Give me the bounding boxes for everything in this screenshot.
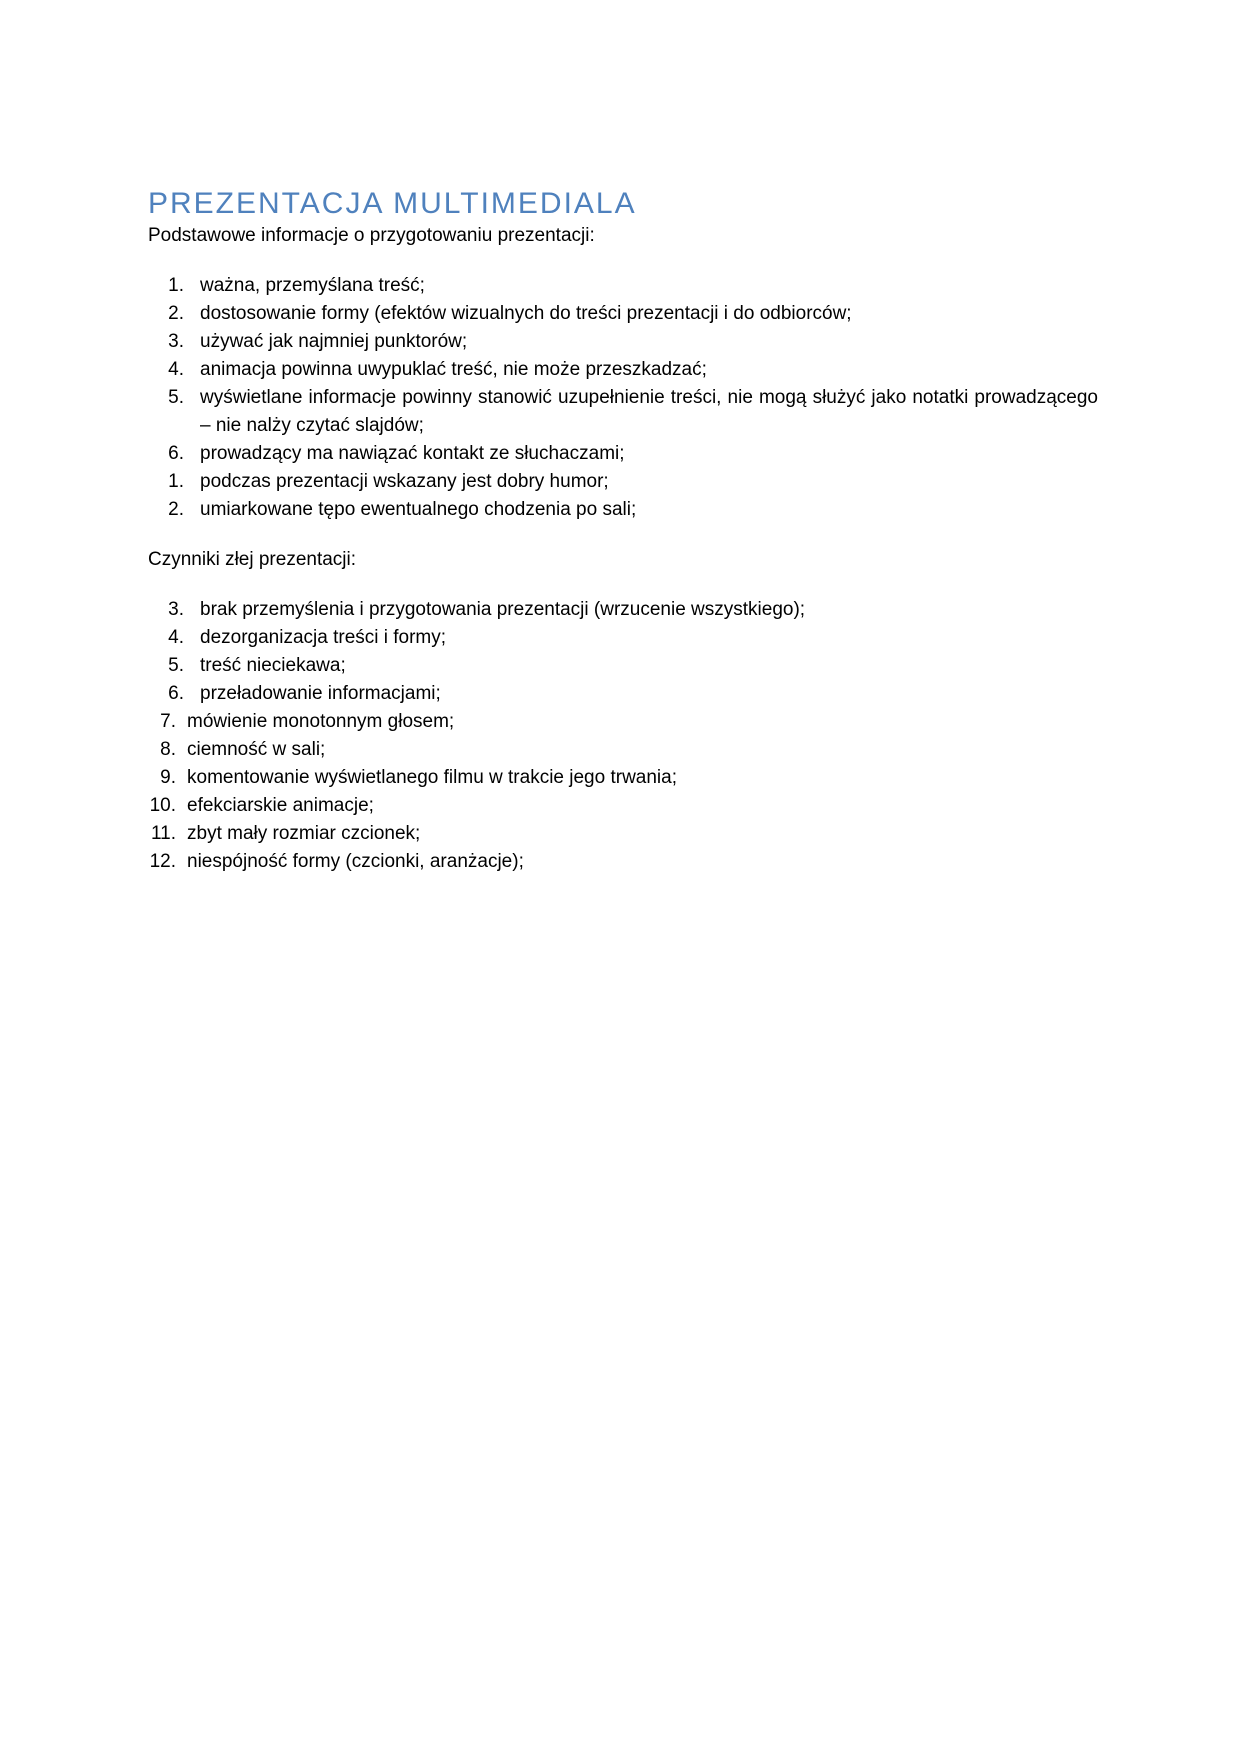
list-item-number: 8.	[160, 739, 176, 760]
list-item-text: dostosowanie formy (efektów wizualnych do treści prezentacji i do odbiorców;	[200, 303, 852, 324]
list-item	[148, 848, 1098, 876]
list-item	[148, 624, 1098, 652]
list-item-number: 1.	[168, 275, 184, 296]
document-title: PREZENTACJA MULTIMEDIALA	[148, 187, 637, 220]
list-item-number: 6.	[168, 683, 184, 704]
list-item-number: 6.	[168, 443, 184, 464]
list-item-text: używać jak najmniej punktorów;	[200, 331, 468, 352]
list-item	[148, 440, 1098, 468]
list-item-text: prowadzący ma nawiązać kontakt ze słuchaczami;	[200, 443, 625, 464]
list-item-number: 3.	[168, 331, 184, 352]
bad-factors-list	[148, 596, 1098, 876]
list-item	[148, 652, 1098, 680]
intro-text: Podstawowe informacje o przygotowaniu prezentacji:	[148, 225, 595, 246]
list-item-text: dezorganizacja treści i formy;	[200, 627, 447, 648]
list-item-text: ważna, przemyślana treść;	[200, 275, 425, 296]
list-item	[148, 736, 1098, 764]
list-item-number: 3.	[168, 599, 184, 620]
list-item-text: niespójność formy (czcionki, aranżacje);	[187, 851, 524, 872]
list-item-text: wyświetlane informacje powinny stanowić uzupełnienie treści, nie mogą służyć jako notatki prowadzącego – nie nalży czytać slajdów;	[200, 387, 1098, 436]
list-item-text: ciemność w sali;	[187, 739, 326, 760]
list-item-text: efekciarskie animacje;	[187, 795, 374, 816]
list-item-number: 4.	[168, 359, 184, 380]
list-item-text: przeładowanie informacjami;	[200, 683, 441, 704]
list-item-number: 12.	[149, 851, 176, 872]
list-item	[148, 272, 1098, 300]
list-item	[148, 708, 1098, 736]
list-item	[148, 792, 1098, 820]
list-item	[148, 300, 1098, 328]
list-item-text: treść nieciekawa;	[200, 655, 346, 676]
list-item	[148, 468, 1098, 496]
list-item-text: komentowanie wyświetlanego filmu w trakcie jego trwania;	[187, 767, 678, 788]
list-item-text: podczas prezentacji wskazany jest dobry humor;	[200, 471, 609, 492]
list-item-text: animacja powinna uwypuklać treść, nie może przeszkadzać;	[200, 359, 707, 380]
list-item-text: umiarkowane tępo ewentualnego chodzenia po sali;	[200, 499, 637, 520]
list-item	[148, 820, 1098, 848]
list-item-number: 2.	[168, 303, 184, 324]
list-item-number: 10.	[149, 795, 176, 816]
list-item-number: 4.	[168, 627, 184, 648]
list-item-text: brak przemyślenia i przygotowania prezentacji (wrzucenie wszystkiego);	[200, 599, 806, 620]
list-item-number: 11.	[150, 823, 176, 844]
list-item	[148, 596, 1098, 624]
list-item	[148, 356, 1098, 384]
list-item-text: mówienie monotonnym głosem;	[187, 711, 455, 732]
list-item-text: zbyt mały rozmiar czcionek;	[187, 823, 421, 844]
list-item	[148, 496, 1098, 524]
list-item	[148, 384, 1098, 440]
list-item	[148, 680, 1098, 708]
list-item-number: 2.	[168, 499, 184, 520]
list-item	[148, 328, 1098, 356]
list-item-number: 9.	[160, 767, 176, 788]
list-item-number: 1.	[168, 471, 184, 492]
section-label-bad-factors: Czynniki złej prezentacji:	[148, 549, 357, 570]
list-item-number: 5.	[168, 655, 184, 676]
preparation-list	[148, 272, 1098, 524]
document-content	[148, 186, 1098, 876]
list-item-number: 5.	[168, 387, 184, 408]
list-item-number: 7.	[160, 711, 176, 732]
list-item	[148, 764, 1098, 792]
